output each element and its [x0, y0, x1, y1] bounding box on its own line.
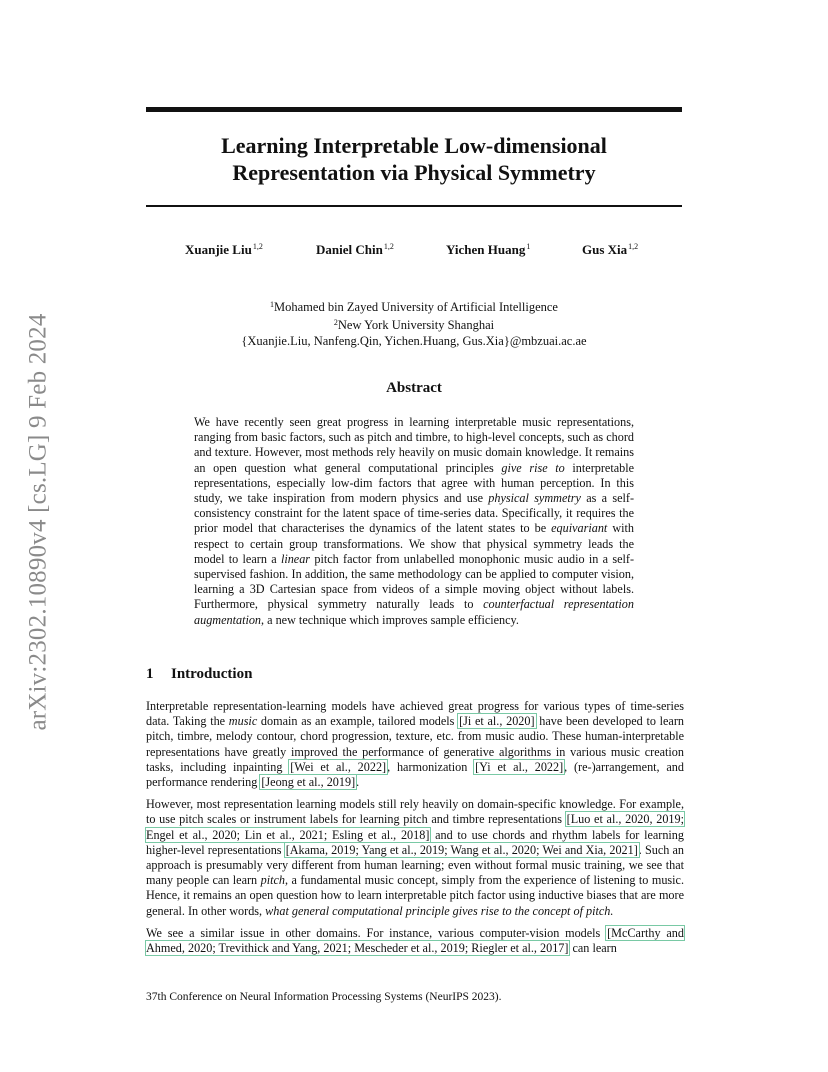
section-heading-introduction: [146, 666, 252, 683]
paragraph-3: We see a similar issue in other domains. For instance, various computer-vision models [McCarthy and Ahmed, 2020; Trevithick and Yang, 2021; Mescheder et al., 2019; Riegler et al., 2017] can learn: [146, 925, 684, 956]
arxiv-identifier: [22, 294, 56, 750]
title-line-1: Learning Interpretable Low-dimensional: [221, 133, 607, 158]
title-top-rule: [146, 107, 682, 112]
author-affil-sup: 1: [526, 242, 531, 251]
paper-title: [146, 132, 682, 186]
paragraph-2: However, most representation learning models still rely heavily on domain-specific knowledge. For example, to use pitch scales or instrument labels for learning pitch and timbre representations [Luo et al., 2020, 2019; Engel et al., 2020; Lin et al., 2021; Esling et al., 2018] and to use chords and rhythm labels for learning higher-level representations [Akama, 2019; Yang et al., 2019; Wang et al., 2020; Wei and Xia, 2021]. Such an approach is presumably very different from human learning; even without formal music training, we see that many people can learn pitch, a fundamental music concept, simply from the experience of listening to music. Hence, it remains an open question how to learn interpretable pitch factor using inductive biases that are more general. In other words, what general computational principle gives rise to the concept of pitch.: [146, 797, 684, 918]
author-2: [316, 242, 394, 258]
citation-link[interactable]: [McCarthy and Ahmed, 2020; Trevithick and Yang, 2021; Mescheder et al., 2019; Riegler et al., 2017]: [146, 925, 684, 956]
title-bottom-rule: [146, 205, 682, 207]
author-name: Yichen Huang: [446, 242, 526, 257]
author-1: [185, 242, 263, 258]
author-name: Daniel Chin: [316, 242, 383, 257]
citation-link[interactable]: [Jeong et al., 2019]: [261, 775, 356, 790]
arxiv-id-text: arXiv:2302.10890v4 [cs.LG] 9 Feb 2024: [25, 313, 53, 731]
paragraph-1: Interpretable representation-learning models have achieved great progress for various types of time-series data. Taking the music domain as an example, tailored models [Ji et al., 2020] have been developed to learn pitch, timbre, melody contour, chord progression, texture, etc. from music audio. These human-interpretable representations have greatly improved the performance of generative algorithms in various music creation tasks, including inpainting [Wei et al., 2022], harmonization [Yi et al., 2022], (re-)arrangement, and performance rendering [Jeong et al., 2019].: [146, 699, 684, 790]
author-name: Gus Xia: [582, 242, 628, 257]
citation-link[interactable]: [Luo et al., 2020, 2019; Engel et al., 2020; Lin et al., 2021; Esling et al., 2018]: [146, 812, 684, 842]
author-affil-sup: 1,2: [252, 242, 263, 251]
introduction-body: [146, 699, 684, 963]
citation-link[interactable]: [Akama, 2019; Yang et al., 2019; Wang et al., 2020; Wei and Xia, 2021]: [285, 842, 638, 857]
section-title: Introduction: [171, 666, 253, 682]
citation-link[interactable]: [Wei et al., 2022]: [290, 759, 387, 774]
author-affil-sup: 1,2: [383, 242, 394, 251]
affiliation-2: $^2$New York University Shanghai: [333, 318, 495, 332]
author-3: [446, 242, 530, 258]
abstract-body: We have recently seen great progress in learning interpretable music representations, ranging from basic factors, such as pitch and timbre, to high-level concepts, such as chord and texture. However, most methods rely heavily on music domain knowledge. It remains an open question what general computational principles give rise to interpretable representations, especially low-dim factors that agree with human perception. In this study, we take inspiration from modern physics and use physical symmetry as a self-consistency constraint for the latent space of time-series data. Specifically, it requires the prior model that characterises the dynamics of the latent states to be equivariant with respect to certain group transformations. We show that physical symmetry leads the model to learn a linear pitch factor from unlabelled monophonic music audio in a self-supervised fashion. In addition, the same methodology can be applied to computer vision, learning a 3D Cartesian space from videos of a simple moving object without labels. Furthermore, physical symmetry naturally leads to counterfactual representation augmentation, a new technique which improves sample efficiency.: [194, 415, 635, 627]
affiliations: [146, 297, 682, 349]
affiliation-1: $^1$Mohamed bin Zayed University of Artificial Intelligence: [270, 300, 558, 314]
citation-link[interactable]: [Ji et al., 2020]: [459, 714, 535, 729]
title-line-2: Representation via Physical Symmetry: [232, 160, 596, 185]
author-4: [582, 242, 638, 258]
author-emails: {Xuanjie.Liu, Nanfeng.Qin, Yichen.Huang, Gus.Xia}@mbzuai.ac.ae: [241, 334, 587, 348]
abstract-heading: Abstract: [386, 380, 442, 396]
conference-footnote: 37th Conference on Neural Information Processing Systems (NeurIPS 2023).: [146, 991, 502, 1003]
author-affil-sup: 1,2: [628, 242, 639, 251]
citation-link[interactable]: [Yi et al., 2022]: [475, 759, 564, 774]
section-number: 1: [146, 666, 154, 682]
author-name: Xuanjie Liu: [185, 242, 252, 257]
